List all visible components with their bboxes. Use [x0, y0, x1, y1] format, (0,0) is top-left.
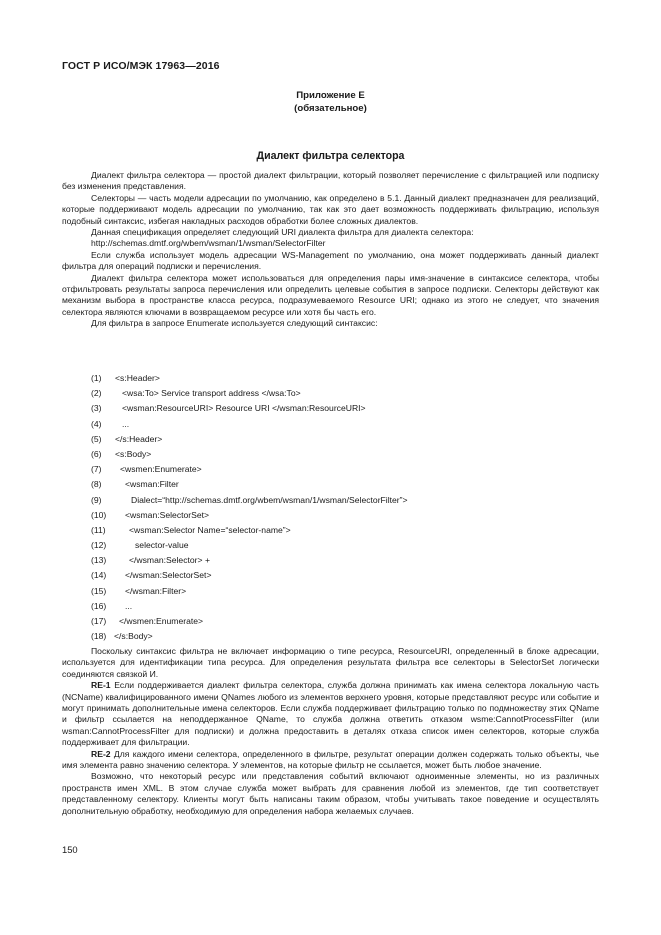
paragraph: Селекторы — часть модели адресации по умолчанию, как определено в 5.1. Данный диалект предназначен для реализаций, которые поддерживают модель адресации по умолчанию, так как это дает возможность поддерживать фильтрацию, используя подобный синтаксис, избегая накладных расходов обработки более сложных диалектов. [62, 192, 599, 226]
line-number: (16) [91, 600, 107, 611]
code-line [91, 371, 160, 386]
dialect-uri: http://schemas.dmtf.org/wbem/wsman/1/wsman/SelectorFilter [91, 238, 326, 249]
code-text: selector-value [135, 540, 189, 551]
code-line [91, 629, 153, 644]
code-text: <wsmen:Enumerate> [120, 464, 202, 475]
code-text: </wsmen:Enumerate> [119, 616, 204, 626]
requirement-re1 [62, 680, 599, 748]
line-number: (15) [91, 585, 107, 596]
code-text: <wsa:To> Service transport address </wsa:To> [122, 388, 301, 399]
requirement-text: Для каждого имени селектора, определенного в фильтре, результат операции должен содержать только объекты, чье имя элемента равно значению селектора. У элементов, на которые фильтр не ссылается, может быть любое значение. [62, 748, 599, 771]
code-line [91, 417, 130, 432]
code-listing [91, 371, 408, 644]
line-number: (10) [91, 509, 107, 520]
code-line [91, 477, 179, 492]
line-number: (12) [91, 540, 107, 551]
code-line [91, 493, 408, 508]
code-line [91, 553, 210, 568]
line-number: (8) [91, 479, 102, 490]
code-text: Dialect=“http://schemas.dmtf.org/wbem/wsman/1/wsman/SelectorFilter”> [131, 494, 408, 505]
code-text: </s:Body> [114, 631, 153, 642]
line-number: (6) [91, 448, 102, 459]
line-number: (1) [91, 373, 102, 383]
code-line [91, 508, 210, 523]
requirement-text: Если поддерживается диалект фильтра селектора, служба должна принимать как имена селектора локальную часть (NCName) квалифицированного имени QNames любого из элементов верхнего уровня, которые представляют ресурс или событие и могут принимать дополнительные имена селекторов. Если служба поддерживает фильтрацию только по подмножеству этих QName и фильтр ссылается на неподдержанное QName, то служба должна ответить отказом wsme:CannotProcessFilter (или wsman:CannotProcessFilter для подписки) и должна предоставить в деталях отказа список имен селекторов, которые служба поддерживает для фильтрации. [62, 680, 599, 748]
requirement-re2 [62, 749, 599, 772]
code-line [91, 462, 202, 477]
line-number: (2) [91, 388, 102, 399]
line-number: (11) [91, 524, 106, 535]
page-number: 150 [62, 844, 78, 855]
line-number: (14) [91, 570, 107, 581]
code-text: <s:Header> [115, 373, 160, 383]
line-number: (7) [91, 464, 102, 475]
code-line [91, 599, 133, 614]
code-text: <wsman:Selector Name=“selector-name”> [129, 524, 291, 535]
line-number: (18) [91, 631, 107, 642]
section-title: Диалект фильтра селектора [256, 150, 405, 162]
standard-header: ГОСТ Р ИСО/МЭК 17963—2016 [62, 60, 220, 72]
code-line [91, 432, 163, 447]
requirement-label: RE-1 [91, 680, 111, 691]
line-number: (5) [91, 433, 102, 444]
code-line [91, 447, 152, 462]
requirement-label: RE-2 [91, 748, 111, 759]
line-number: (3) [91, 403, 102, 414]
line-number: (17) [91, 616, 107, 626]
code-text: </wsman:Selector> + [129, 555, 210, 566]
paragraph: Для фильтра в запросе Enumerate используется следующий синтаксис: [91, 318, 378, 329]
code-text: <wsman:Filter [125, 479, 179, 490]
code-line [91, 386, 301, 401]
paragraph: Возможно, что некоторый ресурс или представления событий включают одноименные элементы, но из различных пространств имен XML. В этом случае служба может выбрать для сравнения любой из элементов, где тип соответствует представленному селектору. Клиенты могут быть написаны таким образом, чтобы учитывать такое поведение и осуществлять дополнительную обработку, необходимую для определения набора желаемых случаев. [62, 771, 599, 816]
intro-text [62, 170, 599, 330]
code-text: <wsman:ResourceURI> Resource URI </wsman:ResourceURI> [122, 403, 366, 414]
line-number: (4) [91, 418, 102, 429]
paragraph: Поскольку синтаксис фильтра не включает информацию о типе ресурса, ResourceURI, определенный в блоке адресации, используется для идентификации типа ресурса. Для определения результата фильтра все селекторы в SelectorSet логически соединяются связкой И. [62, 646, 599, 679]
annex-status: (обязательное) [294, 103, 367, 114]
line-number: (9) [91, 494, 102, 505]
code-text: ... [125, 600, 133, 611]
requirements-text [62, 646, 599, 817]
code-text: <s:Body> [115, 448, 152, 459]
code-line [91, 614, 204, 629]
paragraph: Диалект фильтра селектора может использоваться для определения пары имя-значение в синтаксисе селектора, чтобы отфильтровать результаты запроса перечисления или определить целевые события в запросе подписки. Селекторы действуют как механизм выбора в пространстве класса ресурса, подразумеваемого Resource URI; однако из этого не следует, что значения селектора являются ключами в возвращаемом ресурсе или хотя бы часть его. [62, 272, 599, 317]
code-text: </wsman:SelectorSet> [125, 570, 212, 581]
code-line [91, 523, 291, 538]
code-line [91, 584, 187, 599]
code-text: </s:Header> [115, 433, 163, 444]
paragraph: Данная спецификация определяет следующий URI диалекта фильтра для диалекта селектора: [91, 227, 474, 238]
code-line [91, 401, 366, 416]
code-text: ... [122, 418, 130, 429]
line-number: (13) [91, 555, 107, 566]
code-line [91, 568, 212, 583]
code-text: <wsman:SelectorSet> [125, 509, 210, 520]
paragraph: Диалект фильтра селектора — простой диалект фильтрации, который позволяет перечисление с фильтрацией или подписку без изменения представления. [62, 170, 599, 192]
code-text: </wsman:Filter> [125, 585, 187, 596]
code-line [91, 538, 189, 553]
annex-title: Приложение Е [296, 90, 365, 101]
paragraph: Если служба использует модель адресации WS-Management по умолчанию, она может поддерживать данный диалект фильтра для операций подписки и перечисления. [62, 249, 599, 272]
